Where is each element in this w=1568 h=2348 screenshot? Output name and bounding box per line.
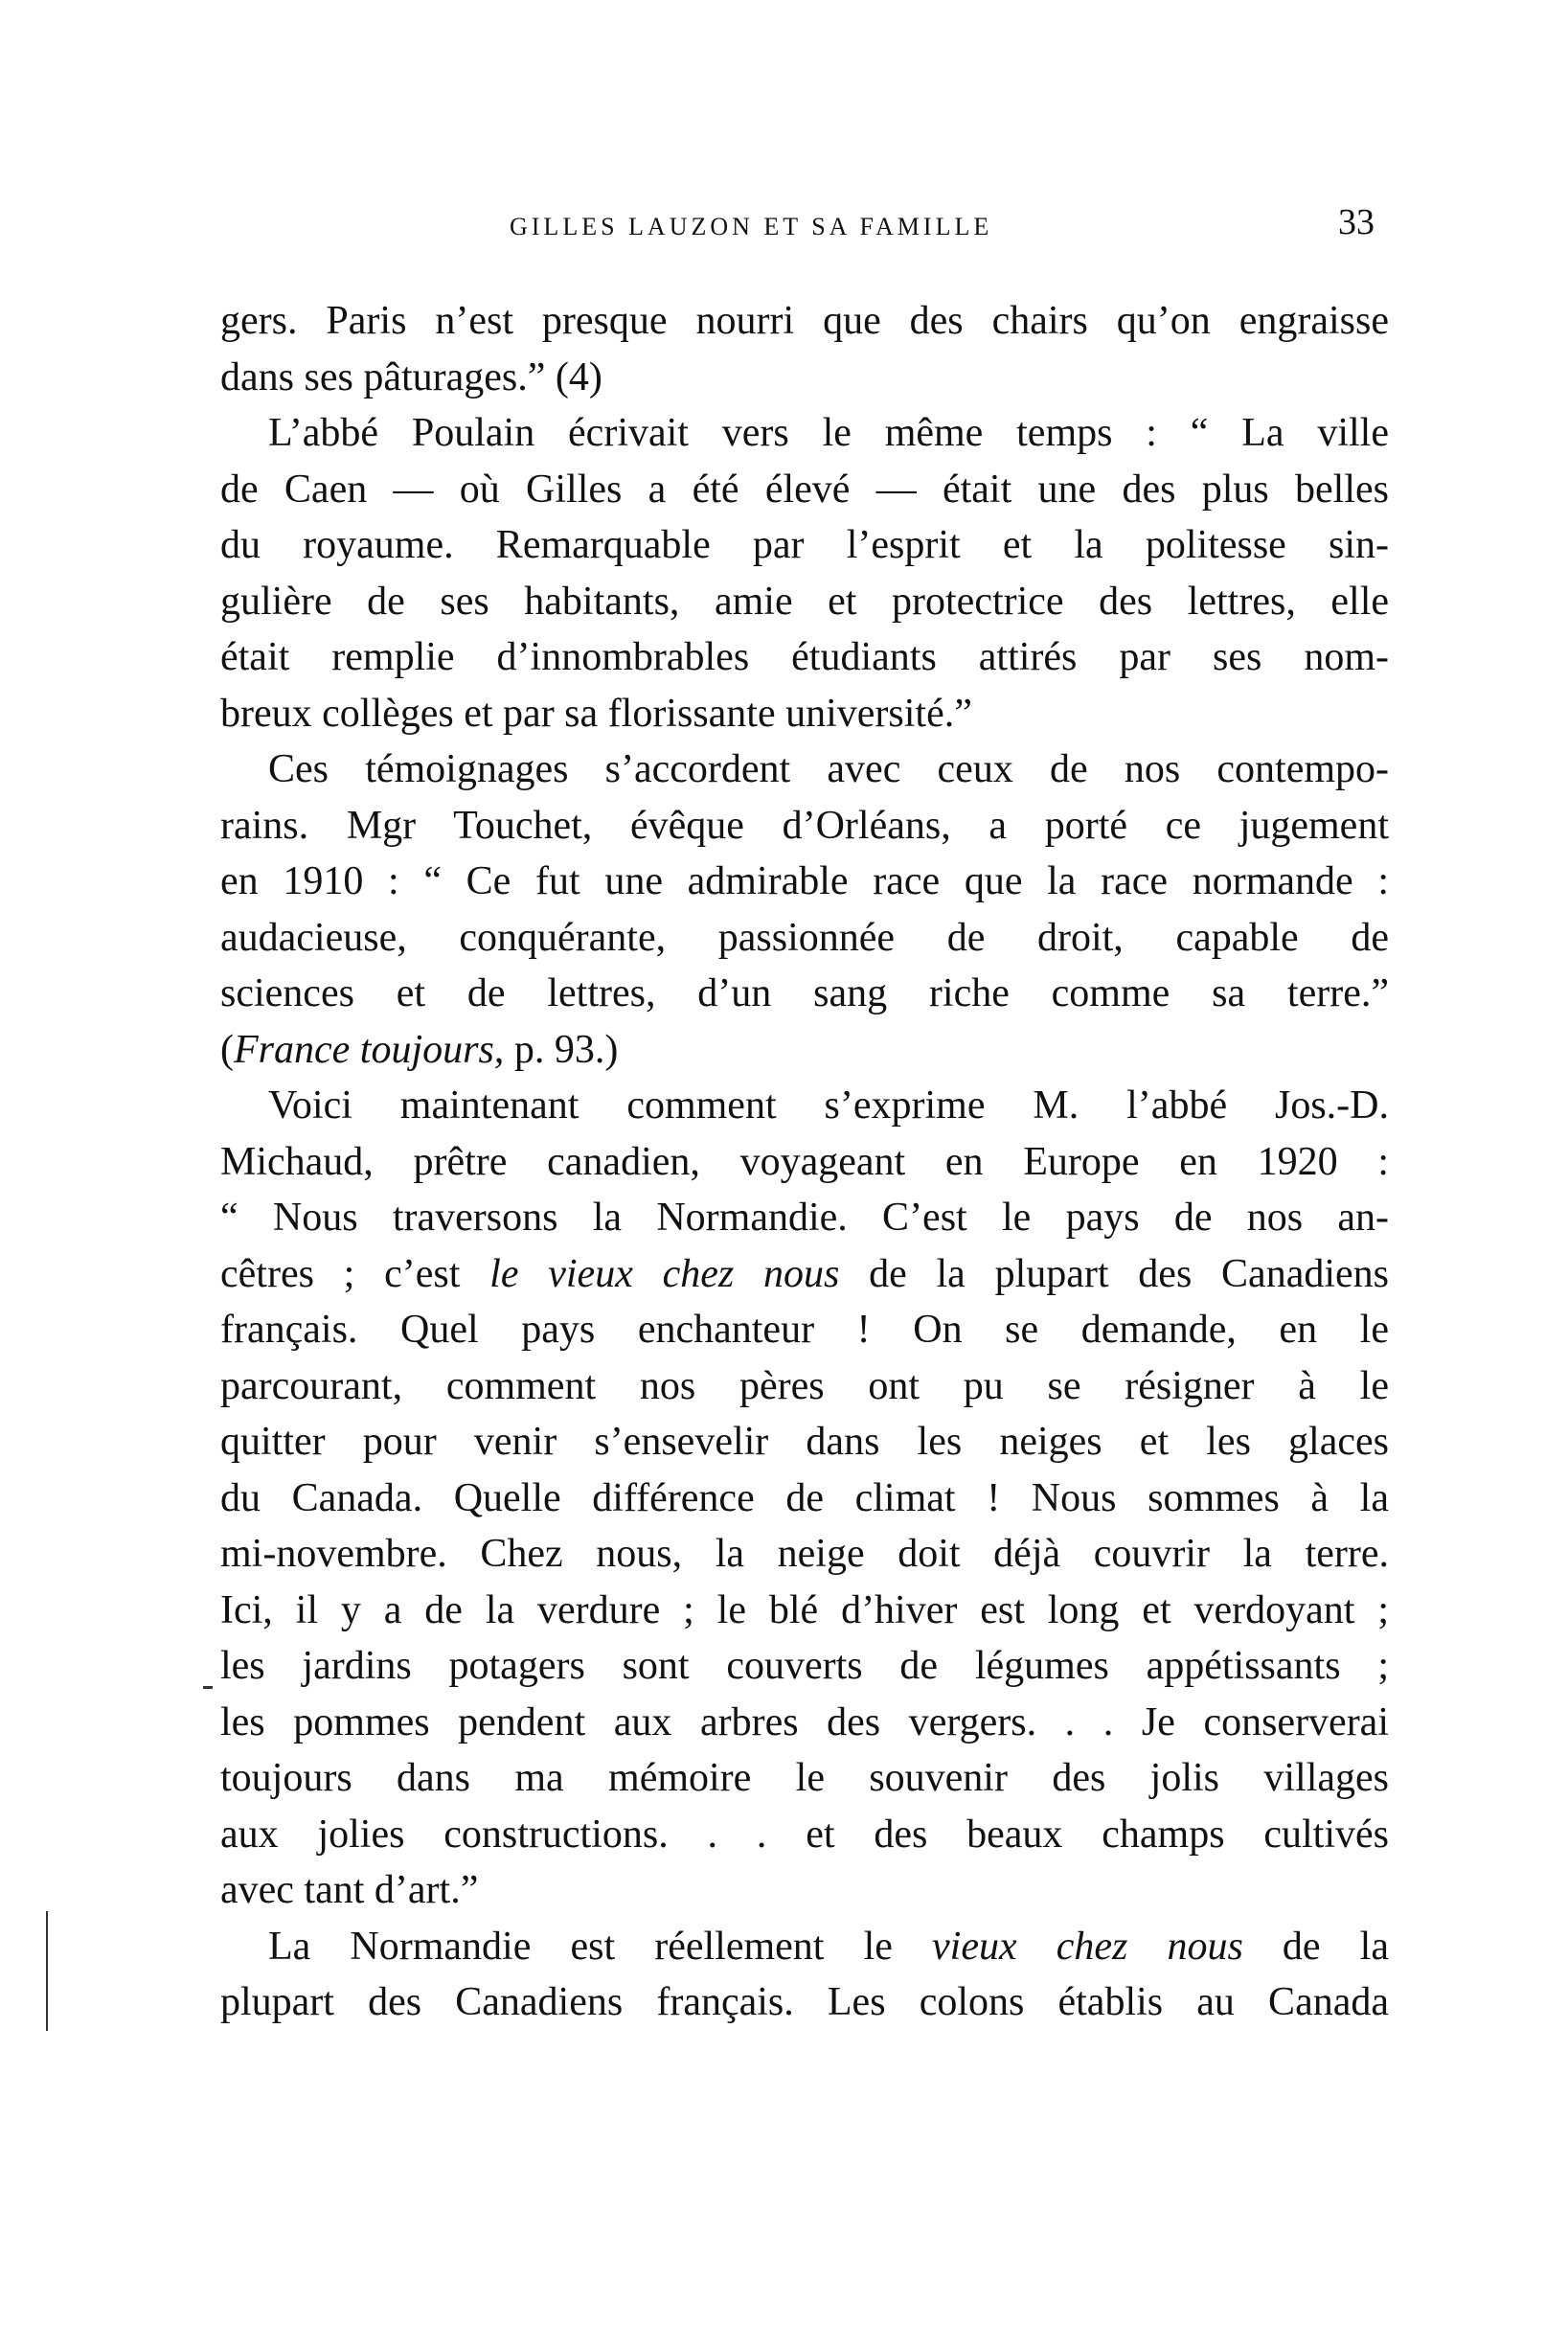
text-line: audacieuse, conquérante, passionnée de droit, capable de: [220, 915, 1389, 960]
margin-scan-mark: [46, 1911, 48, 2031]
text-line: sciences et de lettres, d’un sang riche comme sa terre.”: [220, 971, 1389, 1015]
text-line: rains. Mgr Touchet, évêque d’Orléans, a porté ce jugement: [220, 803, 1389, 848]
text-line: (France toujours, p. 93.): [220, 1027, 619, 1072]
text-line: en 1910 : “ Ce fut une admirable race que la race normande :: [220, 859, 1389, 903]
text-line: quitter pour venir s’ensevelir dans les neiges et les glaces: [220, 1420, 1389, 1464]
text-line: Michaud, prêtre canadien, voyageant en Europe en 1920 :: [220, 1139, 1389, 1184]
text-line: cêtres ; c’est le vieux chez nous de la plupart des Canadiens: [220, 1251, 1389, 1296]
text-line: les jardins potagers sont couverts de légumes appétissants ;: [220, 1644, 1389, 1688]
text-line: avec tant d’art.”: [220, 1868, 479, 1912]
text-line: gers. Paris n’est presque nourri que des chairs qu’on engraisse: [220, 299, 1389, 343]
text-line: les pommes pendent aux arbres des vergers. . . Je conserverai: [220, 1699, 1389, 1744]
text-line: toujours dans ma mémoire le souvenir des jolis villages: [220, 1756, 1389, 1800]
text-line: Ici, il y a de la verdure ; le blé d’hiver est long et verdoyant ;: [220, 1587, 1389, 1632]
text-line: L’abbé Poulain écrivait vers le même temps : “ La ville: [268, 411, 1389, 455]
text-line: La Normandie est réellement le vieux chez nous de la: [268, 1924, 1389, 1969]
text-line: de Caen — où Gilles a été élevé — était une des plus belles: [220, 467, 1389, 512]
text-line: Ces témoignages s’accordent avec ceux de nos contempo-: [268, 747, 1389, 791]
text-line: du royaume. Remarquable par l’esprit et la politesse sin-: [220, 523, 1389, 567]
text-line: “ Nous traversons la Normandie. C’est le pays de nos an-: [220, 1196, 1389, 1240]
body-text: [220, 293, 1389, 2031]
text-line: du Canada. Quelle différence de climat ! Nous sommes à la: [220, 1475, 1389, 1520]
text-line: dans ses pâturages.” (4): [220, 354, 602, 399]
margin-scan-mark: [203, 1686, 213, 1689]
text-line: était remplie d’innombrables étudiants attirés par ses nom-: [220, 635, 1389, 679]
page-number: 33: [1338, 202, 1375, 242]
text-line: mi-novembre. Chez nous, la neige doit déjà couvrir la terre.: [220, 1532, 1389, 1576]
text-line: parcourant, comment nos pères ont pu se résigner à le: [220, 1363, 1389, 1408]
running-header: GILLES LAUZON ET SA FAMILLE: [510, 213, 993, 240]
text-line: français. Quel pays enchanteur ! On se demande, en le: [220, 1308, 1389, 1352]
text-line: plupart des Canadiens français. Les colons établis au Canada: [220, 1980, 1389, 2024]
text-line: aux jolies constructions. . . et des beaux champs cultivés: [220, 1812, 1389, 1857]
text-line: breux collèges et par sa florissante université.”: [220, 691, 972, 736]
text-line: gulière de ses habitants, amie et protectrice des lettres, elle: [220, 579, 1389, 624]
text-line: Voici maintenant comment s’exprime M. l’abbé Jos.-D.: [268, 1083, 1389, 1128]
